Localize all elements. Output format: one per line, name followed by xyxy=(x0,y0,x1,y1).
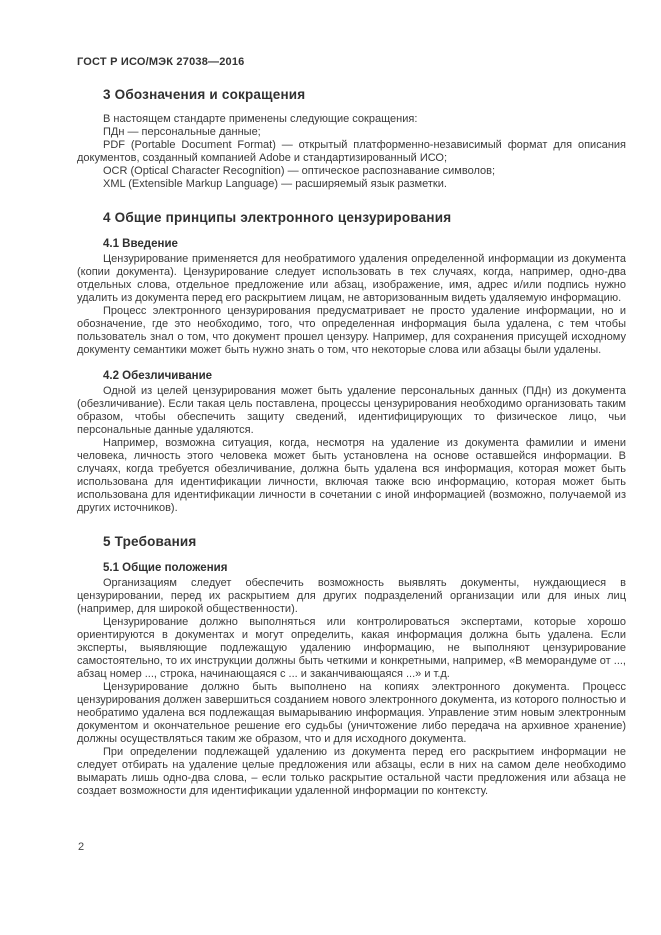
page-number: 2 xyxy=(78,841,85,853)
subsection-5-1-title: 5.1 Общие положения xyxy=(103,562,228,574)
subsection-4-1-paragraph: Цензурирование применяется для необратимого удаления определенной информации из документа (копии документа). Цензурирование следует использовать в тех случаях, когда, например, одно-два отдельных слова, отдельное предложение или абзац, изображение, имя, адрес и/или подпись нужно удалить из документа перед его раскрытием лицам, не авторизованным видеть удаляемую информацию. xyxy=(77,253,626,304)
subsection-4-1-paragraph: Процесс электронного цензурирования предусматривает не просто удаление информации, но и обозначение, где это необходимо, того, что определенная информация была удалена, с тем чтобы пользователь знал о том, что документ прошел цензуру. Например, для сохранения присущей исходному документу семантики может быть нужно знать о том, что некоторые слова или абзацы были удалены. xyxy=(77,305,626,356)
section-3-abbrev-xml: XML (Extensible Markup Language) — расширяемый язык разметки. xyxy=(103,178,447,190)
section-5-title: 5 Требования xyxy=(103,534,197,549)
subsection-5-1-paragraph: Организациям следует обеспечить возможность выявлять документы, нуждающиеся в цензурировании, перед их раскрытием для других подразделений организации или для иных лиц (например, для широкой общественности). xyxy=(77,577,626,615)
section-3-title: 3 Обозначения и сокращения xyxy=(103,87,306,102)
subsection-5-1-paragraph: При определении подлежащей удалению из документа перед его раскрытием информации не следует отбирать на удаление целые предложения или абзацы, если в них на самом деле необходимо вымарать лишь одно-два слова, – если только раскрытие остальной части предложения или абзаца не создает возможности для идентификации удаленной информации по контексту. xyxy=(77,746,626,797)
subsection-4-2-paragraph: Одной из целей цензурирования может быть удаление персональных данных (ПДн) из документа (обезличивание). Если такая цель поставлена, процессы цензурирования необходимо организовать таким образом, чтобы обеспечить защиту сведений, идентифицирующих то физическое лицо, чьи персональные данные удаляются. xyxy=(77,385,626,436)
section-3-abbrev-pdf: PDF (Portable Document Format) — открытый платформенно-независимый формат для описания документов, созданный компанией Adobe и стандартизированный ИСО; xyxy=(77,139,626,164)
subsection-5-1-paragraph: Цензурирование должно выполняться или контролироваться экспертами, которые хорошо ориентируются в документах и могут определить, какая информация должна быть удалена. Если эксперты, выявляющие подлежащую удалению информацию, не выполняют цензурирование самостоятельно, то их инструкции должны быть четкими и конкретными, например, «В меморандуме от ..., абзац номер ..., строка, начинающаяся с ... и заканчивающаяся ...» и т.д. xyxy=(77,616,626,680)
section-3-abbrev-ocr: OCR (Optical Character Recognition) — оптическое распознавание символов; xyxy=(103,165,496,177)
section-3-paragraph: В настоящем стандарте применены следующие сокращения: xyxy=(103,113,418,125)
subsection-4-1-title: 4.1 Введение xyxy=(103,238,178,250)
subsection-4-2-title: 4.2 Обезличивание xyxy=(103,370,213,382)
section-4-title: 4 Общие принципы электронного цензурирования xyxy=(103,210,452,225)
section-3-abbrev-pdn: ПДн — персональные данные; xyxy=(103,126,261,138)
subsection-4-2-paragraph: Например, возможна ситуация, когда, несмотря на удаление из документа фамилии и имени человека, личность этого человека может быть установлена на основе оставшейся информации. В случаях, когда требуется обезличивание, должна быть удалена вся информация, которая может быть использована для идентификации личности, включая также всю информацию, которая может быть использована для идентификации личности в сочетании с иной информацией (возможно, получаемой из других источников). xyxy=(77,437,626,514)
document-header: ГОСТ Р ИСО/МЭК 27038—2016 xyxy=(77,56,245,68)
subsection-5-1-paragraph: Цензурирование должно быть выполнено на копиях электронного документа. Процесс цензурирования должен завершиться созданием нового электронного документа, из которого полностью и необратимо удалена вся подлежащая вымарыванию информация. Управление этим новым электронным документом и окончательное решение его судьбы (уничтожение либо передача на архивное хранение) должны осуществляться таким же образом, что и для исходного документа. xyxy=(77,681,626,745)
